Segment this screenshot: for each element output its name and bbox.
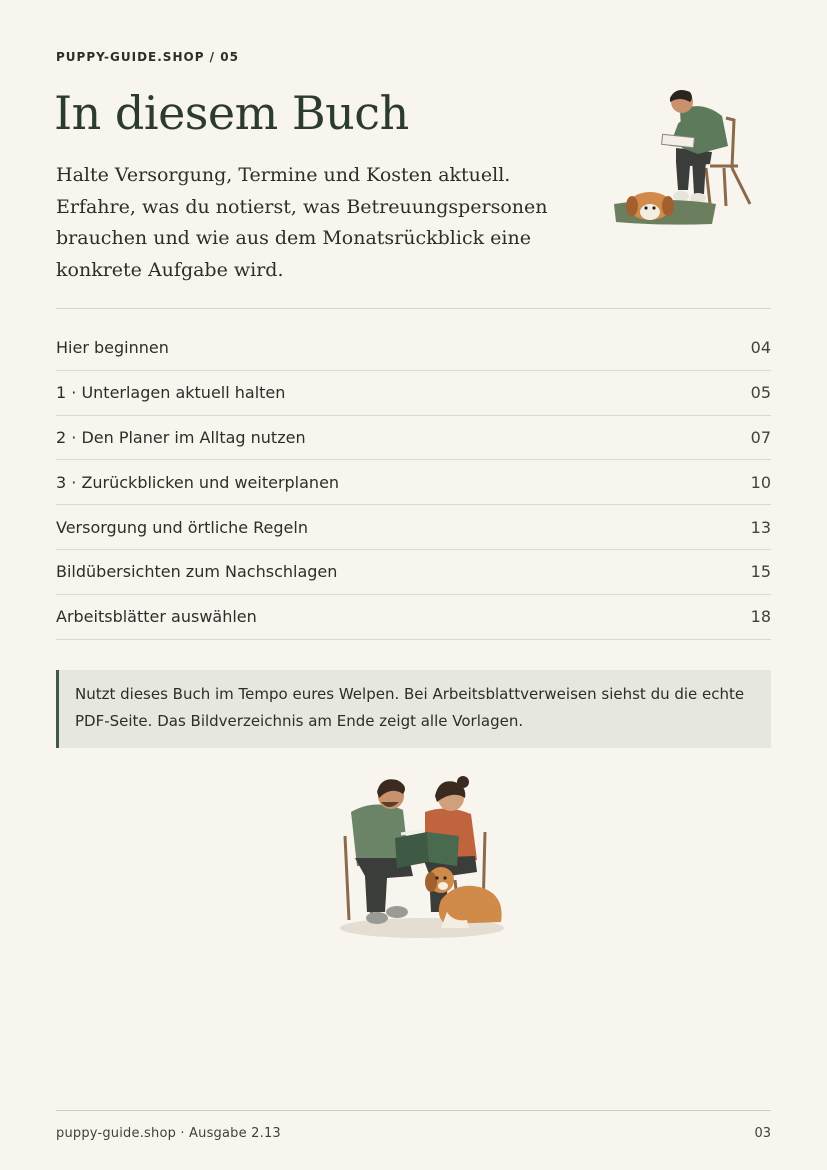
toc-entry-page: 10 <box>750 472 771 492</box>
footer-imprint: puppy-guide.shop · Ausgabe 2.13 <box>56 1126 281 1141</box>
page-kicker: PUPPY-GUIDE.SHOP / 05 <box>56 50 239 64</box>
intro-paragraph: Halte Versorgung, Termine und Kosten aktuell. Erfahre, was du notierst, was Betreuungspersonen brauchen und wie aus dem Monatsrückblick eine konkrete Aufgabe wird. <box>56 164 548 281</box>
toc-entry-page: 18 <box>750 607 771 627</box>
toc-entry-page: 15 <box>750 562 771 582</box>
toc-entry[interactable] <box>56 371 771 416</box>
table-of-contents <box>56 326 771 640</box>
toc-entry[interactable] <box>56 460 771 505</box>
toc-entry-title: 3 · Zurückblicken und weiterplanen <box>56 472 340 492</box>
toc-entry-page: 13 <box>750 517 771 537</box>
page-title: In diesem Buch <box>54 86 409 140</box>
toc-entry-title: Arbeitsblätter auswählen <box>56 607 257 627</box>
info-note: Nutzt dieses Buch im Tempo eures Welpen. Bei Arbeitsblattverweisen siehst du die echte PDF-Seite. Das Bildverzeichnis am Ende zeigt alle Vorlagen. <box>56 670 771 748</box>
person-writing-with-puppy-illustration <box>606 86 756 230</box>
footer-divider <box>56 1110 771 1111</box>
divider <box>56 308 771 309</box>
toc-entry-title: 1 · Unterlagen aktuell halten <box>56 383 286 403</box>
toc-entry[interactable] <box>56 595 771 640</box>
toc-entry-title: 2 · Den Planer im Alltag nutzen <box>56 427 306 447</box>
toc-entry-title: Hier beginnen <box>56 338 169 358</box>
toc-entry-page: 04 <box>750 338 771 358</box>
toc-entry[interactable] <box>56 326 771 371</box>
toc-entry-title: Versorgung und örtliche Regeln <box>56 517 308 537</box>
toc-entry-title: Bildübersichten zum Nachschlagen <box>56 562 338 582</box>
page-number: 03 <box>754 1126 771 1141</box>
toc-entry-page: 07 <box>750 427 771 447</box>
toc-entry[interactable] <box>56 505 771 550</box>
couple-reading-with-dog-illustration <box>337 772 507 940</box>
toc-entry[interactable] <box>56 550 771 595</box>
toc-entry[interactable] <box>56 416 771 461</box>
toc-entry-page: 05 <box>750 383 771 403</box>
